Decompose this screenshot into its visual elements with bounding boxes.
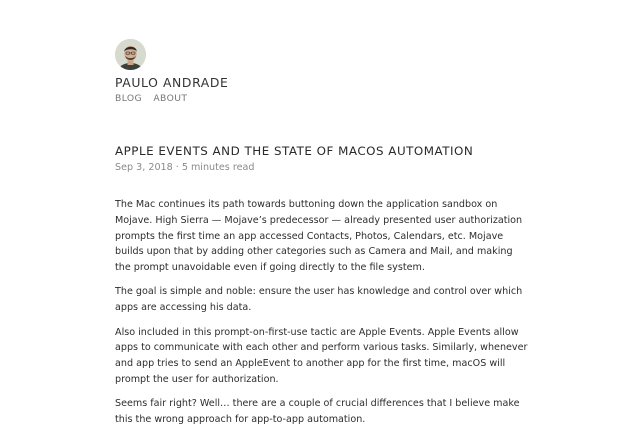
post-title: APPLE EVENTS AND THE STATE OF MACOS AUTOMATION [115, 144, 474, 158]
avatar[interactable] [115, 39, 146, 70]
nav-link-about[interactable]: ABOUT [153, 93, 188, 104]
post-paragraph-4: Seems fair right? Well… there are a couple of crucial differences that I believe make this the wrong approach for app-to-app automation. [115, 398, 520, 426]
post-meta [115, 162, 254, 173]
post-body [115, 197, 530, 436]
post-date: Sep 3, 2018 [115, 162, 173, 173]
site-nav [115, 93, 195, 104]
nav-link-blog[interactable]: BLOG [115, 93, 143, 104]
avatar-portrait-icon [115, 39, 146, 70]
post-paragraph-3: Also included in this prompt-on-first-use tactic are Apple Events. Apple Events allow apps to communicate with each other and perform various tasks. Similarly, whenever and app tries to send an AppleEvent to another app for the first time, macOS will prompt the user for authorization. [115, 326, 528, 385]
meta-separator: · [175, 162, 179, 173]
post-paragraph-2: The goal is simple and noble: ensure the user has knowledge and control over which apps are accessing his data. [115, 286, 523, 314]
post-paragraph-1: The Mac continues its path towards buttoning down the application sandbox on Mojave. High Sierra — Mojave’s predecessor — already presented user authorization prompts the first time an app accessed Contacts, Photos, Calendars, etc. Mojave builds upon that by adding other categories such as Camera and Mail, and making the prompt unavoidable even if going directly to the file system. [115, 199, 523, 274]
post-read-time: 5 minutes read [181, 162, 255, 173]
site-title[interactable]: PAULO ANDRADE [115, 75, 229, 90]
